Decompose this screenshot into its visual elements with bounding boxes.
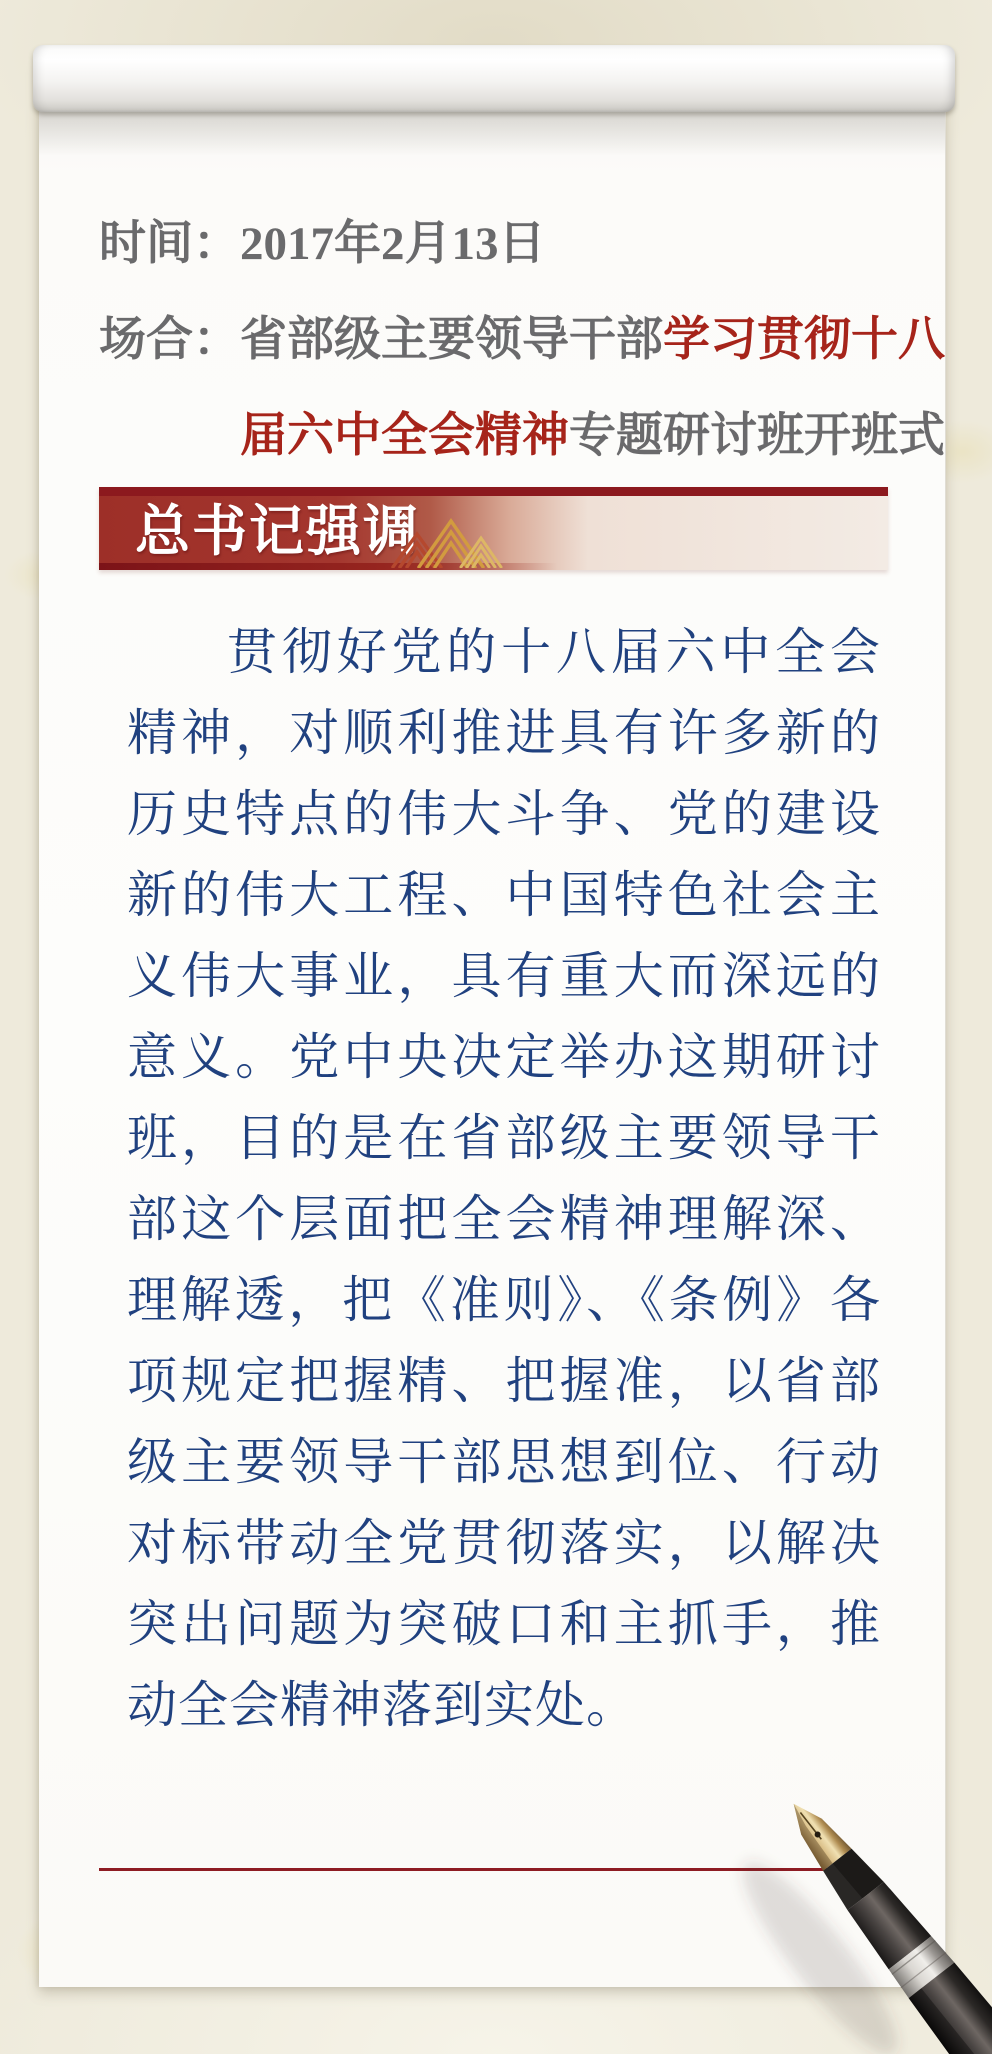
section-header-title: 总书记强调 <box>135 501 421 562</box>
mountain-peaks-icon <box>391 518 503 568</box>
occasion-row <box>99 292 945 388</box>
roller-shadow <box>39 110 945 156</box>
scroll-roller <box>33 45 955 112</box>
time-label: 时间： <box>99 218 240 270</box>
quote-paragraph: 贯彻好党的十八届六中全会精神，对顺利推进具有许多新的历史特点的伟大斗争、党的建设新的伟大工程、中国特色社会主义伟大事业，具有重大而深远的意义。党中央决定举办这期研讨班，目的是在省部级主要领导干部这个层面把全会精神理解深、理解透，把《准则》、《条例》各项规定把握精、把握准，以省部级主要领导干部思想到位、行动对标带动全党贯彻落实，以解决突出问题为突破口和主抓手，推动全会精神落到实处。 <box>127 623 881 1734</box>
occasion-row-2 <box>99 388 945 484</box>
time-row <box>99 196 899 292</box>
fountain-pen-icon <box>670 1758 992 2054</box>
meta-block <box>99 196 945 484</box>
occasion-text-gray: 省部级主要领导干部 <box>240 314 663 366</box>
occasion2-text-gray: 专题研讨班开班式 <box>569 410 945 462</box>
section-header-bar <box>99 487 888 570</box>
occasion-label: 场合： <box>99 314 240 366</box>
paper-scroll <box>39 60 946 1987</box>
time-value: 2017年2月13日 <box>240 218 546 270</box>
occasion-text-red: 学习贯彻十八 <box>663 314 945 366</box>
occasion2-text-red: 届六中全会精神 <box>240 410 569 462</box>
